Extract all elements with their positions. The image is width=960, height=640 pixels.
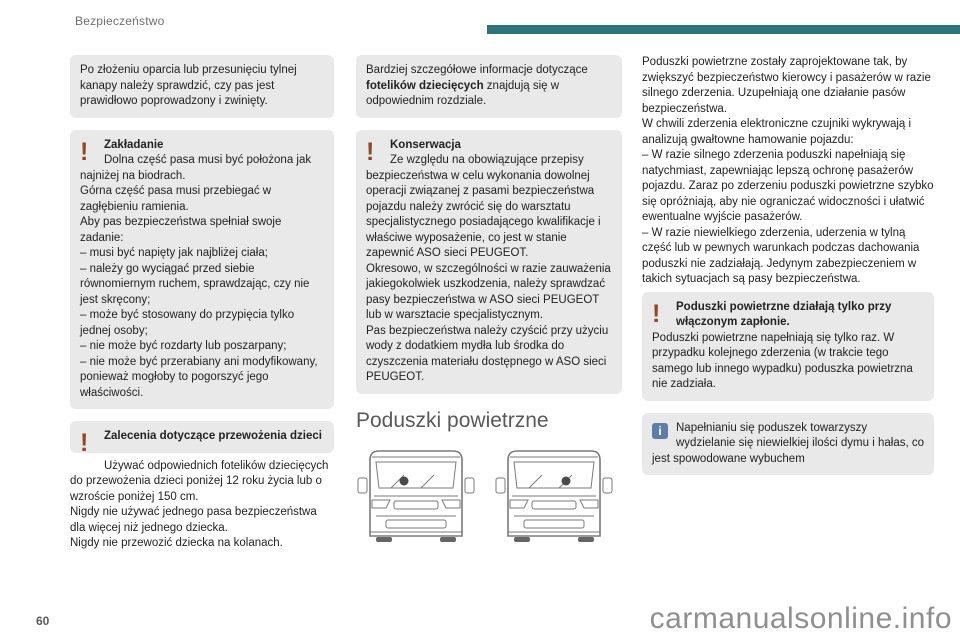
warning-exclamation-icon: ! bbox=[80, 429, 89, 457]
warning-box-maintenance bbox=[356, 130, 622, 394]
paragraph: Dolna część pasa musi być położona jak najniżej na biodrach. bbox=[80, 154, 312, 182]
warning-box-ignition bbox=[642, 292, 934, 401]
info-box-deployment bbox=[642, 413, 934, 476]
bullet-item: – musi być napięty jak najbliżej ciała; bbox=[80, 247, 268, 259]
paragraph: W chwili zderzenia elektroniczne czujniki wykrywają i analizują gwałtowne hamowanie pojazdu: bbox=[642, 118, 912, 146]
children-advice-body bbox=[70, 459, 334, 552]
paragraph: Pas bezpieczeństwa należy czyścić przy użyciu wody z dodatkiem mydła lub środka do czyszczenia materiału dostępnego w ASO sieci PEUGEOT. bbox=[366, 324, 609, 383]
warning-exclamation-icon: ! bbox=[366, 137, 375, 166]
column-left bbox=[70, 55, 334, 564]
bullet-item: – W razie niewielkiego zderzenia, uderzenia w tylną część lub w pewnych warunkach podczas dachowania poduszki nie zadziałają. Jedynym zabezpieczeniem w takich sytuacjach są pasy bezpieczeństwa. bbox=[642, 226, 920, 285]
accent-bar bbox=[487, 25, 960, 34]
note-pre: Bardziej szczegółowe informacje dotyczące bbox=[366, 64, 588, 76]
paragraph: Poduszki powietrzne zostały zaprojektowane tak, by zwiększyć bezpieczeństwo kierowcy i pasażerów w razie silnego zderzenia. Uzupełniają one działanie pasów bezpieczeństwa. bbox=[642, 56, 931, 115]
van-front-illustration-passenger-airbag bbox=[494, 444, 614, 550]
bullet-item: – nie może być rozdarty lub poszarpany; bbox=[80, 340, 287, 352]
note-box-seatbelt-check bbox=[70, 55, 334, 118]
bullet-item: – należy go wyciągać przed siebie równomiernym ruchem, sprawdzając, czy nie jest skręcony; bbox=[80, 262, 310, 306]
warning-exclamation-icon: ! bbox=[80, 137, 89, 166]
paragraph: Nigdy nie przewozić dziecka na kolanach. bbox=[70, 537, 283, 549]
paragraph: Nigdy nie używać jednego pasa bezpieczeństwa dla więcej niż jednego dziecka. bbox=[70, 506, 317, 534]
van-front-icon bbox=[494, 444, 614, 544]
note-box-child-seats bbox=[356, 55, 622, 118]
column-right bbox=[642, 55, 934, 487]
warning-title: Poduszki powietrzne działają tylko przy włączonym zapłonie. bbox=[676, 300, 892, 328]
column-middle bbox=[356, 55, 622, 549]
note-text bbox=[366, 63, 612, 110]
paragraph: Okresowo, w szczególności w razie zauważenia jakiegokolwiek uszkodzenia, należy sprawdzać pasy bezpieczeństwa w ASO sieci PEUGEOT lub w warsztacie specjalistycznym. bbox=[366, 262, 611, 321]
watermark: carmanualsonline.info bbox=[649, 602, 952, 635]
bullet-item: – W razie silnego zderzenia poduszki napełniają się natychmiast, zapewniając lepszą ochronę pasażerów pojazdu. Zaraz po zderzeniu poduszki powietrzne szybko się opróżniają, aby nie ograniczać widoczności i ułatwić ewentualne wyjście pasażerów. bbox=[642, 149, 934, 223]
note-bold: fotelików dziecięcych bbox=[366, 79, 484, 92]
paragraph: Poduszki powietrzne napełniają się tylko raz. W przypadku kolejnego zderzenia (w trakcie tego samego lub innego wypadku) poduszka powietrzna nie zadziała. bbox=[652, 331, 913, 390]
page-number: 60 bbox=[36, 614, 50, 628]
van-front-icon bbox=[356, 444, 476, 544]
airbag-illustrations bbox=[356, 444, 622, 550]
warning-title: Zakładanie bbox=[104, 138, 164, 151]
info-icon bbox=[652, 421, 676, 452]
bullet-item: – nie może być przerabiany ani modyfikowany, ponieważ mogłoby to pogorszyć jego właściwości. bbox=[80, 355, 318, 399]
warning-exclamation-icon: ! bbox=[652, 299, 661, 328]
warning-box-fitting bbox=[70, 130, 334, 410]
note-post: znajdują się w odpowiednim rozdziale. bbox=[366, 79, 560, 107]
paragraph: Używać odpowiednich fotelików dziecięcych do przewożenia dzieci poniżej 12 roku życia lub o wzroście poniżej 150 cm. bbox=[70, 459, 329, 503]
warning-title: Zalecenia dotyczące przewożenia dzieci bbox=[104, 430, 322, 442]
paragraph: Aby pas bezpieczeństwa spełniał swoje zadanie: bbox=[80, 216, 282, 244]
info-icon-badge: i bbox=[652, 423, 668, 439]
section-header: Bezpieczeństwo bbox=[75, 14, 165, 28]
paragraph: Górna część pasa musi przebiegać w zagłębieniu ramienia. bbox=[80, 185, 272, 213]
airbags-intro bbox=[642, 55, 934, 288]
info-text: Napełnianiu się poduszek towarzyszy wydzielanie się niewielkiej ilości dymu i hałas, co jest spowodowane wybuchem bbox=[652, 421, 924, 465]
airbags-heading: Poduszki powietrzne bbox=[356, 408, 549, 432]
note-text: Po złożeniu oparcia lub przesunięciu tylnej kanapy należy sprawdzić, czy pas jest prawidłowo poprowadzony i zwinięty. bbox=[80, 64, 297, 107]
warning-box-children-title bbox=[70, 421, 334, 457]
paragraph: Ze względu na obowiązujące przepisy bezpieczeństwa w celu wykonania dowolnej operacji związanej z pasami bezpieczeństwa pojazdu należy zwrócić się do warsztatu specjalistycznego posiadającego kwalifikacje i właściwe wyposażenie, co jest w stanie zapewnić ASO sieci PEUGEOT. bbox=[366, 154, 601, 259]
warning-title: Konserwacja bbox=[390, 138, 461, 151]
van-front-illustration-driver-airbag bbox=[356, 444, 476, 550]
bullet-item: – może być stosowany do przypięcia tylko jednej osoby; bbox=[80, 309, 295, 337]
